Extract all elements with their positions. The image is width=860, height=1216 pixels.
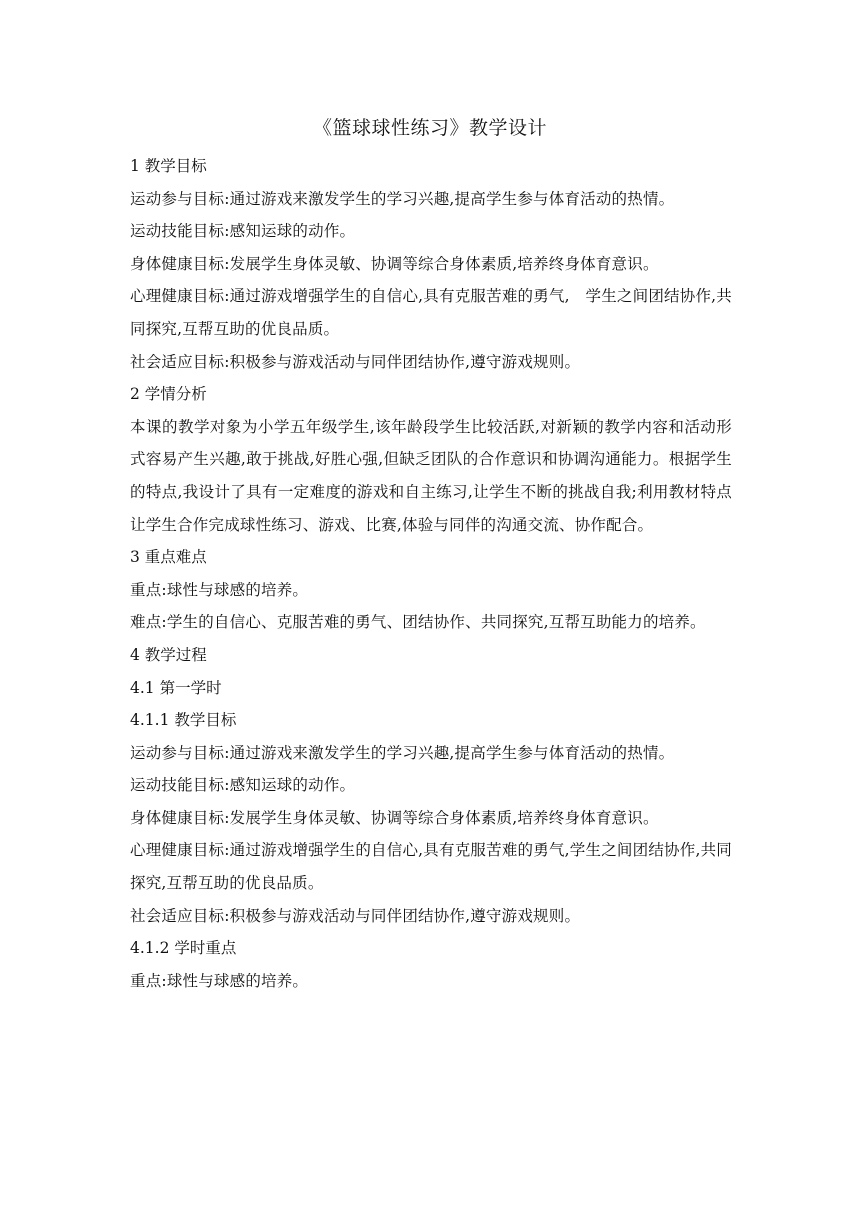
document-body <box>130 150 732 997</box>
paragraph: 心理健康目标:通过游戏增强学生的自信心,具有克服苦难的勇气,学生之间团结协作,共同探究,互帮互助的优良品质。 <box>130 841 732 893</box>
section-heading: 3 重点难点 <box>130 548 207 567</box>
subsection-heading: 4.1 第一学时 <box>130 678 222 697</box>
paragraph: 社会适应目标:积极参与游戏活动与同伴团结协作,遵守游戏规则。 <box>130 352 581 371</box>
subsection-heading: 4.1.2 学时重点 <box>130 939 237 958</box>
paragraph: 重点:球性与球感的培养。 <box>130 580 309 599</box>
section-heading: 2 学情分析 <box>130 385 207 404</box>
subsection-heading: 4.1.1 教学目标 <box>130 711 237 730</box>
section-heading: 4 教学过程 <box>130 645 207 664</box>
paragraph: 运动参与目标:通过游戏来激发学生的学习兴趣,提高学生参与体育活动的热情。 <box>130 189 675 208</box>
paragraph: 社会适应目标:积极参与游戏活动与同伴团结协作,遵守游戏规则。 <box>130 906 581 925</box>
section-heading: 1 教学目标 <box>130 157 207 175</box>
paragraph: 运动技能目标:感知运球的动作。 <box>130 222 356 241</box>
paragraph: 身体健康目标:发展学生身体灵敏、协调等综合身体素质,培养终身体育意识。 <box>130 254 659 273</box>
paragraph: 心理健康目标:通过游戏增强学生的自信心,具有克服苦难的勇气, 学生之间团结协作,共同探究,互帮互助的优良品质。 <box>130 287 732 338</box>
paragraph: 运动技能目标:感知运球的动作。 <box>130 776 356 795</box>
document-title: 《篮球球性练习》教学设计 <box>312 117 547 139</box>
paragraph: 身体健康目标:发展学生身体灵敏、协调等综合身体素质,培养终身体育意识。 <box>130 808 659 827</box>
paragraph: 运动参与目标:通过游戏来激发学生的学习兴趣,提高学生参与体育活动的热情。 <box>130 743 675 762</box>
paragraph: 重点:球性与球感的培养。 <box>130 971 309 990</box>
paragraph: 本课的教学对象为小学五年级学生,该年龄段学生比较活跃,对新颖的教学内容和活动形式容易产生兴趣,敢于挑战,好胜心强,但缺乏团队的合作意识和协调沟通能力。根据学生的特点,我设计了具有一定难度的游戏和自主练习,让学生不断的挑战自我;利用教材特点让学生合作完成球性练习、游戏、比赛,体验与同伴的沟通交流、协作配合。 <box>130 417 732 534</box>
paragraph: 难点:学生的自信心、克服苦难的勇气、团结协作、共同探究,互帮互助能力的培养。 <box>130 613 706 632</box>
